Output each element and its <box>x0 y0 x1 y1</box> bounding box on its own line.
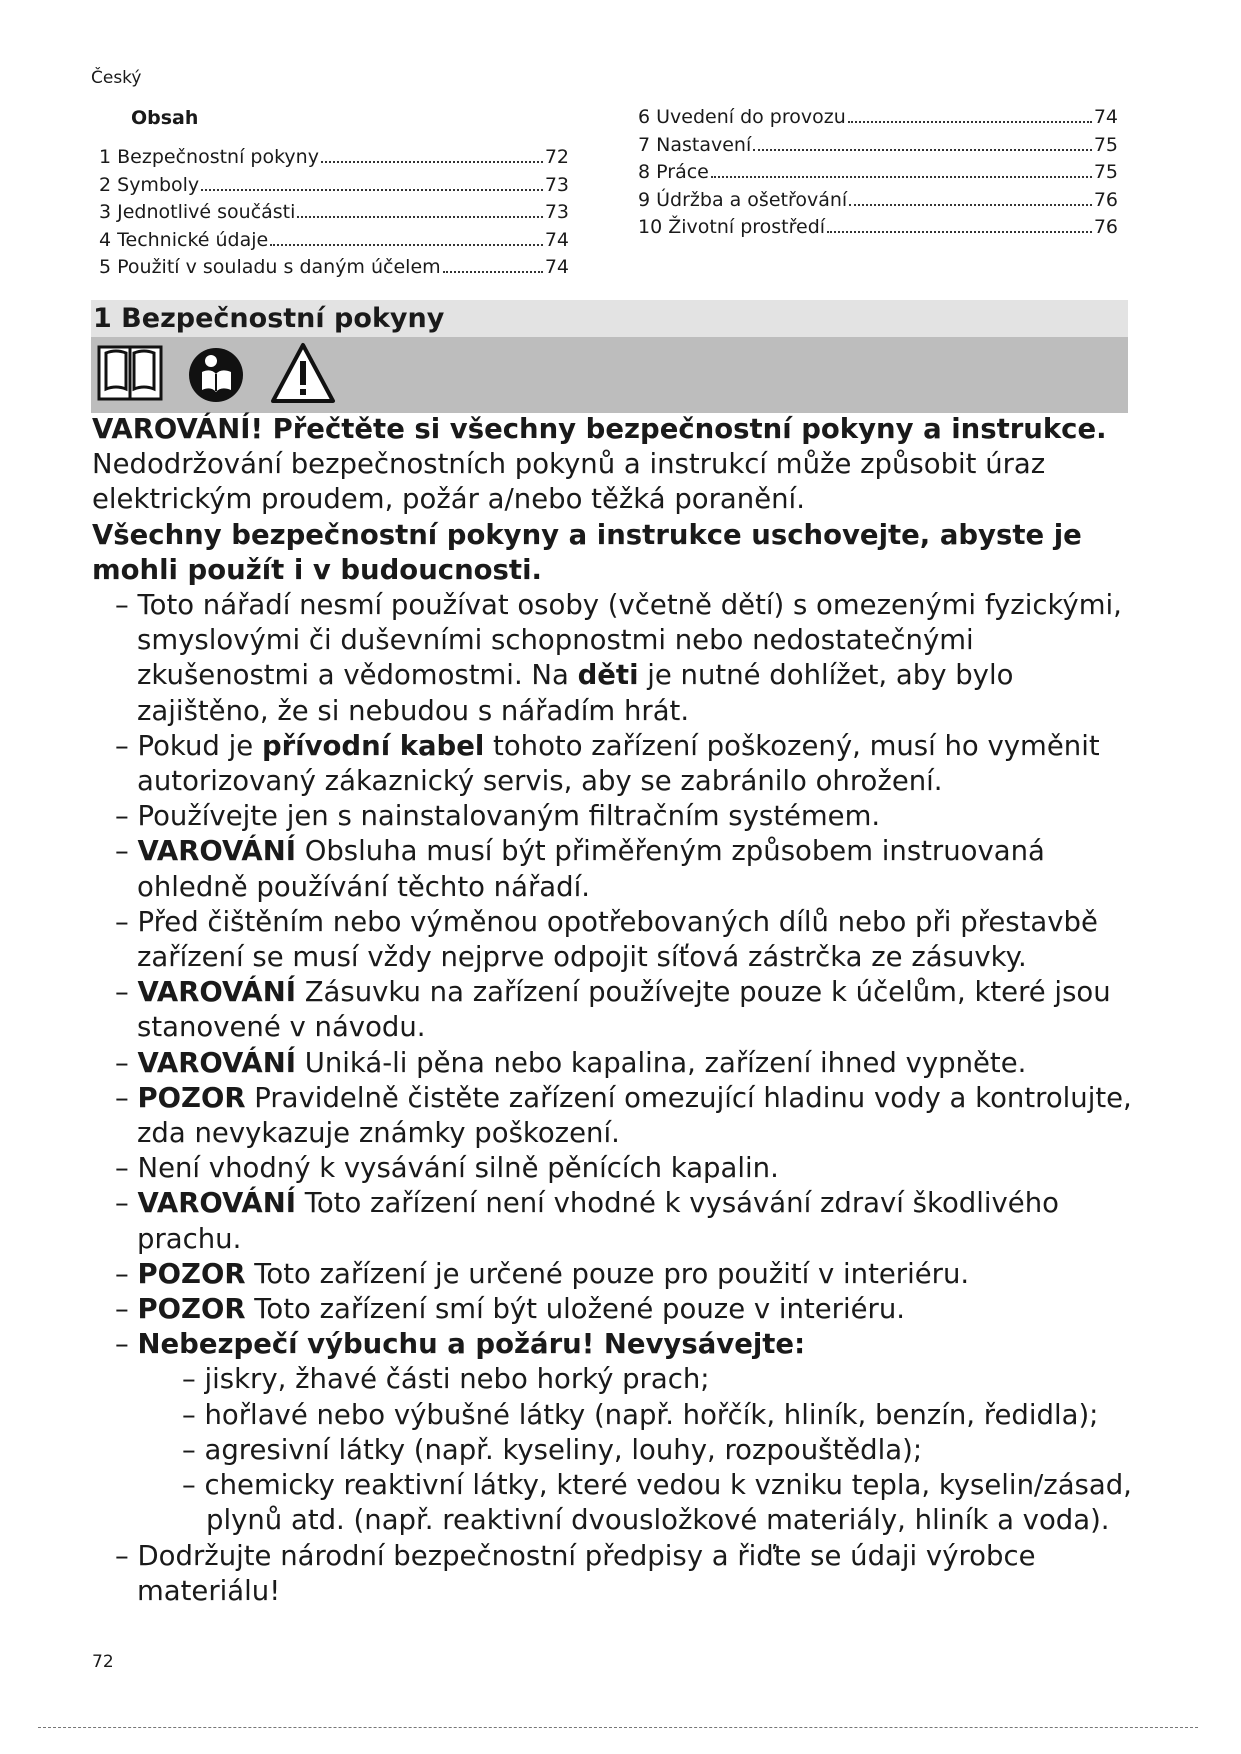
sub-list-item: – agresivní látky (např. kyseliny, louhy, rozpouštědla); <box>137 1433 1132 1468</box>
toc-entry-label: 8 Práce <box>638 161 709 183</box>
bottom-rule <box>38 1727 1198 1728</box>
list-item: – POZOR Pravidelně čistěte zařízení omezující hladinu vody a kontrolujte, zda nevykazuje známky poškození. <box>92 1081 1132 1151</box>
toc-leader-dots <box>711 176 1092 178</box>
list-item: – Toto nářadí nesmí používat osoby (včetně dětí) s omezenými fyzickými, smyslovými či duševními schopnostmi nebo nedostatečnými zkušenostmi a vědomostmi. Na děti je nutné dohlížet, aby bylo zajištěno, že si nebudou s nářadím hrát. <box>92 588 1132 729</box>
list-item: – Dodržujte národní bezpečnostní předpisy a řiďte se údaji výrobce materiálu! <box>92 1539 1132 1609</box>
toc-leader-dots <box>848 121 1092 123</box>
toc-leader-dots <box>827 231 1092 233</box>
list-item: – VAROVÁNÍ Toto zařízení není vhodné k vysávání zdraví škodlivého prachu. <box>92 1186 1132 1256</box>
safety-icon-band <box>91 337 1128 413</box>
toc-entry-page: 75 <box>1093 133 1118 156</box>
toc-leader-dots <box>297 216 542 218</box>
toc-entry-label: 3 Jednotlivé součásti <box>99 201 296 223</box>
safety-list <box>92 588 1132 1609</box>
list-item: – POZOR Toto zařízení smí být uložené pouze v interiéru. <box>92 1292 1132 1327</box>
toc-entry[interactable] <box>638 187 1118 215</box>
sub-list-item: – jiskry, žhavé části nebo horký prach; <box>137 1362 1132 1397</box>
warning-paragraph <box>92 412 1132 518</box>
toc-entry[interactable] <box>99 227 569 255</box>
sub-list-item: – chemicky reaktivní látky, které vedou k vzniku tepla, kyselin/zásad, plynů atd. (např. reaktivní dvousložkové materiály, hliník a voda). <box>137 1468 1132 1538</box>
list-item: – Používejte jen s nainstalovaným filtračním systémem. <box>92 799 1132 834</box>
read-manual-icon <box>187 346 245 404</box>
list-item: – Pokud je přívodní kabel tohoto zařízení poškozený, musí ho vyměnit autorizovaný zákaznický servis, aby se zabránilo ohrožení. <box>92 729 1132 799</box>
toc-entry-page: 74 <box>1093 106 1118 128</box>
toc-leader-dots <box>201 189 543 191</box>
list-item: – Není vhodný k vysávání silně pěnících kapalin. <box>92 1151 1132 1186</box>
toc-entry[interactable] <box>99 144 569 172</box>
toc-left-column <box>99 144 569 282</box>
list-item: – Před čištěním nebo výměnou opotřebovaných dílů nebo při přestavbě zařízení se musí vždy nejprve odpojit síťová zástrčka ze zásuvky. <box>92 905 1132 975</box>
list-item: – VAROVÁNÍ Uniká-li pěna nebo kapalina, zařízení ihned vypněte. <box>92 1046 1132 1081</box>
toc-entry-page: 74 <box>544 256 569 278</box>
toc-entry-label: 5 Použití v souladu s daným účelem <box>99 256 441 278</box>
toc-entry-page: 73 <box>544 173 569 196</box>
safety-instructions <box>92 412 1132 1609</box>
page-number: 72 <box>92 1652 114 1672</box>
explosion-warning-item <box>92 1327 1132 1538</box>
toc-entry[interactable] <box>99 254 569 282</box>
toc-title: Obsah <box>131 107 199 129</box>
warning-lead: VAROVÁNÍ! Přečtěte si všechny bezpečnostní pokyny a instrukce. <box>92 413 1107 445</box>
toc-leader-dots <box>443 271 543 273</box>
toc-entry-page: 74 <box>544 228 569 251</box>
toc-entry-label: 10 Životní prostředí <box>638 216 826 238</box>
toc-entry-label: 4 Technické údaje <box>99 228 269 251</box>
toc-entry-label: 6 Uvedení do provozu <box>638 106 846 128</box>
explosion-sub-list <box>137 1362 1132 1538</box>
document-language-label: Český <box>91 68 142 88</box>
toc-entry-page: 76 <box>1093 188 1118 211</box>
toc-entry-label: 1 Bezpečnostní pokyny <box>99 146 319 168</box>
toc-entry[interactable] <box>99 199 569 227</box>
section-heading: 1 Bezpečnostní pokyny <box>91 300 1128 337</box>
toc-right-column <box>638 104 1118 242</box>
toc-entry-label: 9 Údržba a ošetřování <box>638 188 848 211</box>
sub-list-item: – hořlavé nebo výbušné látky (např. hořčík, hliník, benzín, ředidla); <box>137 1398 1132 1433</box>
toc-entry-page: 76 <box>1093 216 1118 238</box>
toc-entry-label: 2 Symboly <box>99 173 200 196</box>
toc-entry-page: 73 <box>544 201 569 223</box>
toc-entry-label: 7 Nastavení <box>638 133 752 156</box>
keep-instructions-paragraph <box>92 518 1132 588</box>
keep-instructions-text: Všechny bezpečnostní pokyny a instrukce uschovejte, abyste je mohli použít i v budoucnosti. <box>92 518 1082 586</box>
warning-triangle-icon <box>269 341 337 405</box>
manual-book-icon <box>96 343 164 403</box>
toc-leader-dots <box>753 149 1092 151</box>
toc-entry[interactable] <box>99 172 569 200</box>
toc-leader-dots <box>321 161 543 163</box>
list-item: – VAROVÁNÍ Obsluha musí být přiměřeným způsobem instruovaná ohledně používání těchto nářadí. <box>92 834 1132 904</box>
list-item: – VAROVÁNÍ Zásuvku na zařízení používejte pouze k účelům, které jsou stanovené v návodu. <box>92 975 1132 1045</box>
toc-entry-page: 72 <box>544 146 569 168</box>
list-item: – POZOR Toto zařízení je určené pouze pro použití v interiéru. <box>92 1257 1132 1292</box>
warning-text: Nedodržování bezpečnostních pokynů a instrukcí může způsobit úraz elektrickým proudem, požár a/nebo těžká poranění. <box>92 448 1046 516</box>
toc-entry[interactable] <box>638 159 1118 187</box>
explosion-warning-title: Nebezpečí výbuchu a požáru! Nevysávejte: <box>137 1328 806 1361</box>
toc-entry[interactable] <box>638 132 1118 160</box>
toc-entry[interactable] <box>638 104 1118 132</box>
toc-entry-page: 75 <box>1093 161 1118 183</box>
toc-leader-dots <box>849 204 1092 206</box>
toc-entry[interactable] <box>638 214 1118 242</box>
toc-leader-dots <box>270 244 543 246</box>
